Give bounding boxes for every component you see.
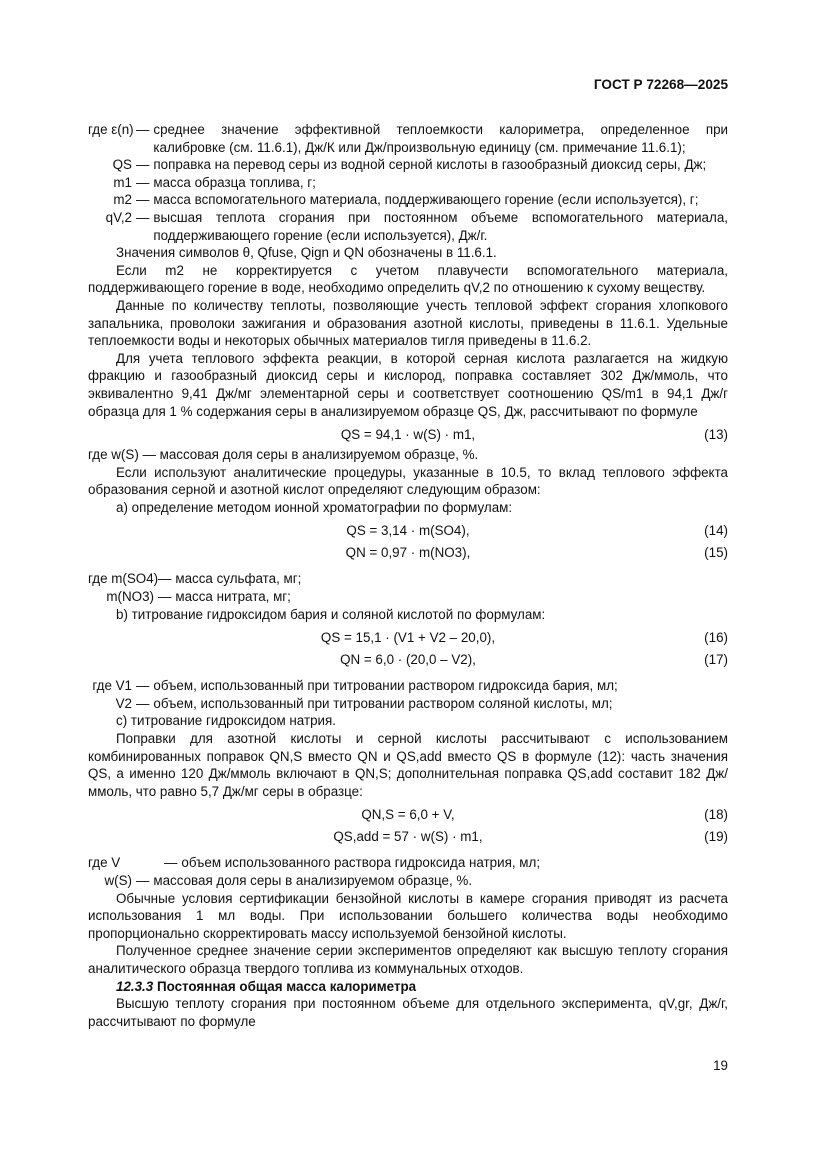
equation-15: [88, 542, 728, 564]
definition-symbol: где V: [88, 855, 121, 871]
paragraph-buoyancy: Если m2 не корректируется с учетом плавучести вспомогательного материала, поддерживающего горение в воде, необходимо определить qV,2 по отношению к сухому веществу.: [88, 262, 728, 296]
equation-formula: QS = 94,1 · w(S) · m1,: [340, 427, 476, 443]
page-number: 19: [713, 1058, 728, 1073]
equation-19: [88, 826, 728, 848]
page-content: [88, 121, 728, 1030]
definition-row: m1 — масса образца топлива, г;: [88, 174, 728, 192]
equation-number: (16): [704, 630, 728, 646]
equation-18: [88, 804, 728, 826]
equation-formula: QS = 3,14 · m(SO4),: [346, 523, 470, 539]
equation-17: [88, 649, 728, 671]
definition-row: где m(SO4) — масса сульфата, мг;: [88, 570, 728, 588]
equation-number: (17): [704, 652, 728, 668]
section-heading: [88, 978, 728, 996]
paragraph-heat-data: Данные по количеству теплоты, позволяющие учесть тепловой эффект сгорания хлопкового запальника, проволоки зажигания и образования азотной кислоты, приведены в 11.6.1. Удельные теплоемкости воды и некоторых обычных материалов тигля приведены в 11.6.2.: [88, 297, 728, 349]
equation-number: (13): [704, 427, 728, 443]
equation-formula: QS = 15,1 · (V1 + V2 – 20,0),: [320, 630, 496, 646]
definition-row: QS — поправка на перевод серы из водной серной кислоты в газообразный диоксид серы, Дж;: [88, 156, 728, 174]
equation-formula: QN = 0,97 · m(NO3),: [345, 545, 471, 561]
paragraph-gross-calorific: Высшую теплоту сгорания при постоянном объеме для отдельного эксперимента, qV,gr, Дж/г, рассчитывают по формуле: [88, 996, 728, 1029]
definition-symbol: w(S): [104, 873, 132, 888]
section-number: 12.3.3: [116, 978, 154, 994]
definition-row: где ε(n) — среднее значение эффективной теплоемкости калориметра, определенное при калибровке (см. 11.6.1), Дж/К или Дж/произвольную единицу (см. примечание 11.6.1);: [88, 122, 728, 155]
equation-number: (14): [704, 523, 728, 539]
item-a: a) определение методом ионной хроматографии по формулам:: [116, 499, 513, 515]
definition-symbol: qV,2: [105, 209, 132, 225]
item-c: c) титрование гидроксидом натрия.: [116, 713, 336, 729]
paragraph-combined-corrections: Поправки для азотной кислоты и серной кислоты рассчитывают с использованием комбинированных поправок QN,S вместо QN и QS,add вместо QS в формуле (12): часть значения QS, а именно 120 Дж/ммоль включают в QN,S; дополнительная поправка QS,add составит 182 Дж/ммоль, что равно 5,7 Дж/мг серы в образце:: [88, 731, 728, 799]
definition-symbol: QS: [112, 157, 132, 173]
definition-symbol: где V1: [92, 678, 132, 694]
definition-text: масса нитрата, мг;: [175, 589, 291, 605]
equation-number: (15): [704, 545, 728, 561]
definition-text: объем, использованный при титровании раствором гидроксида бария, мл;: [153, 678, 618, 694]
definition-symbol: где ε(n): [88, 122, 134, 137]
definition-row: qV,2 — высшая теплота сгорания при постоянном объеме вспомогательного материала, поддерживающего горение (если используется), Дж/г.: [88, 209, 728, 244]
definition-list-1: [88, 121, 728, 244]
paragraph-sulfur-correction: Для учета теплового эффекта реакции, в которой серная кислота разлагается на жидкую фракцию и газообразный диоксид серы и кислород, поправка составляет 302 Дж/ммоль, что эквивалентно 9,41 Дж/мг элементарной серы и соответствует соотношению QS/m1 в 94,1 Дж/г образца для 1 % содержания серы в анализируемом образце QS, Дж, рассчитывают по формуле: [88, 350, 728, 419]
definition-text: высшая теплота сгорания при постоянном объеме вспомогательного материала, поддерживающего горение (если используется), Дж/г.: [153, 209, 728, 243]
item-b: b) титрование гидроксидом бария и соляной кислотой по формулам:: [116, 606, 546, 622]
definition-text: поправка на перевод серы из водной серной кислоты в газообразный диоксид серы, Дж;: [153, 157, 707, 173]
definition-row: w(S) — массовая доля серы в анализируемом образце, %.: [88, 872, 728, 890]
definition-row: m(NO3) — масса нитрата, мг;: [88, 588, 728, 606]
definition-text: среднее значение эффективной теплоемкости калориметра, определенное при калибровке (см. 11.6.1), Дж/К или Дж/произвольную единицу (см. примечание 11.6.1);: [153, 122, 728, 155]
definition-text: массовая доля серы в анализируемом образце, %.: [153, 873, 473, 888]
definition-text: объем использованного раствора гидроксида натрия, мл;: [181, 855, 541, 871]
equation-14: [88, 520, 728, 542]
definition-row: где V — объем использованного раствора гидроксида натрия, мл;: [88, 854, 728, 872]
definition-list-c: [88, 854, 728, 889]
definition-w-s: где w(S) — массовая доля серы в анализируемом образце, %.: [88, 447, 479, 463]
definition-text: масса образца топлива, г;: [153, 174, 316, 190]
definition-row: где V1 — объем, использованный при титровании раствором гидроксида бария, мл;: [88, 677, 728, 695]
equation-13: [88, 424, 728, 446]
definition-symbol: m1: [113, 174, 132, 190]
equation-16: [88, 627, 728, 649]
definition-text: объем, использованный при титровании раствором соляной кислоты, мл;: [153, 695, 613, 711]
definition-list-a: [88, 570, 728, 605]
definition-symbol: V2: [115, 695, 132, 711]
definition-list-b: [88, 677, 728, 712]
equation-formula: QN = 6,0 · (20,0 – V2),: [340, 652, 476, 668]
definition-symbol: m(NO3): [106, 589, 154, 605]
definition-symbol: m2: [113, 192, 132, 208]
definition-text: масса вспомогательного материала, поддерживающего горение (если используется), г;: [153, 192, 699, 208]
paragraph-mean-value: Полученное среднее значение серии экспериментов определяют как высшую теплоту сгорания аналитического образца твердого топлива из коммунальных отходов.: [88, 943, 728, 976]
definition-row: m2 — масса вспомогательного материала, поддерживающего горение (если используется), г;: [88, 191, 728, 209]
paragraph-analytical-procedures: Если используют аналитические процедуры, указанные в 10.5, то вклад теплового эффекта образования серной и азотной кислот определяют следующим образом:: [88, 464, 728, 498]
document-header: ГОСТ Р 72268—2025: [593, 77, 728, 92]
equation-number: (19): [704, 829, 728, 845]
paragraph-symbols: Значения символов θ, Qfuse, Qign и QN обозначены в 11.6.1.: [116, 245, 497, 261]
equation-formula: QS,add = 57 · w(S) · m1,: [333, 829, 483, 845]
paragraph-certification: Обычные условия сертификации бензойной кислоты в камере сгорания приводят из расчета использования 1 мл воды. При использовании большего количества воды необходимо пропорционально скорректировать массу используемой бензойной кислоты.: [88, 890, 728, 941]
equation-number: (18): [704, 807, 728, 823]
equation-formula: QN,S = 6,0 + V,: [361, 807, 455, 823]
definition-row: V2 — объем, использованный при титровании раствором соляной кислоты, мл;: [88, 695, 728, 713]
definition-symbol: где m(SO4): [88, 571, 159, 587]
section-title: Постоянная общая масса калориметра: [156, 978, 417, 994]
definition-text: масса сульфата, мг;: [175, 571, 302, 587]
